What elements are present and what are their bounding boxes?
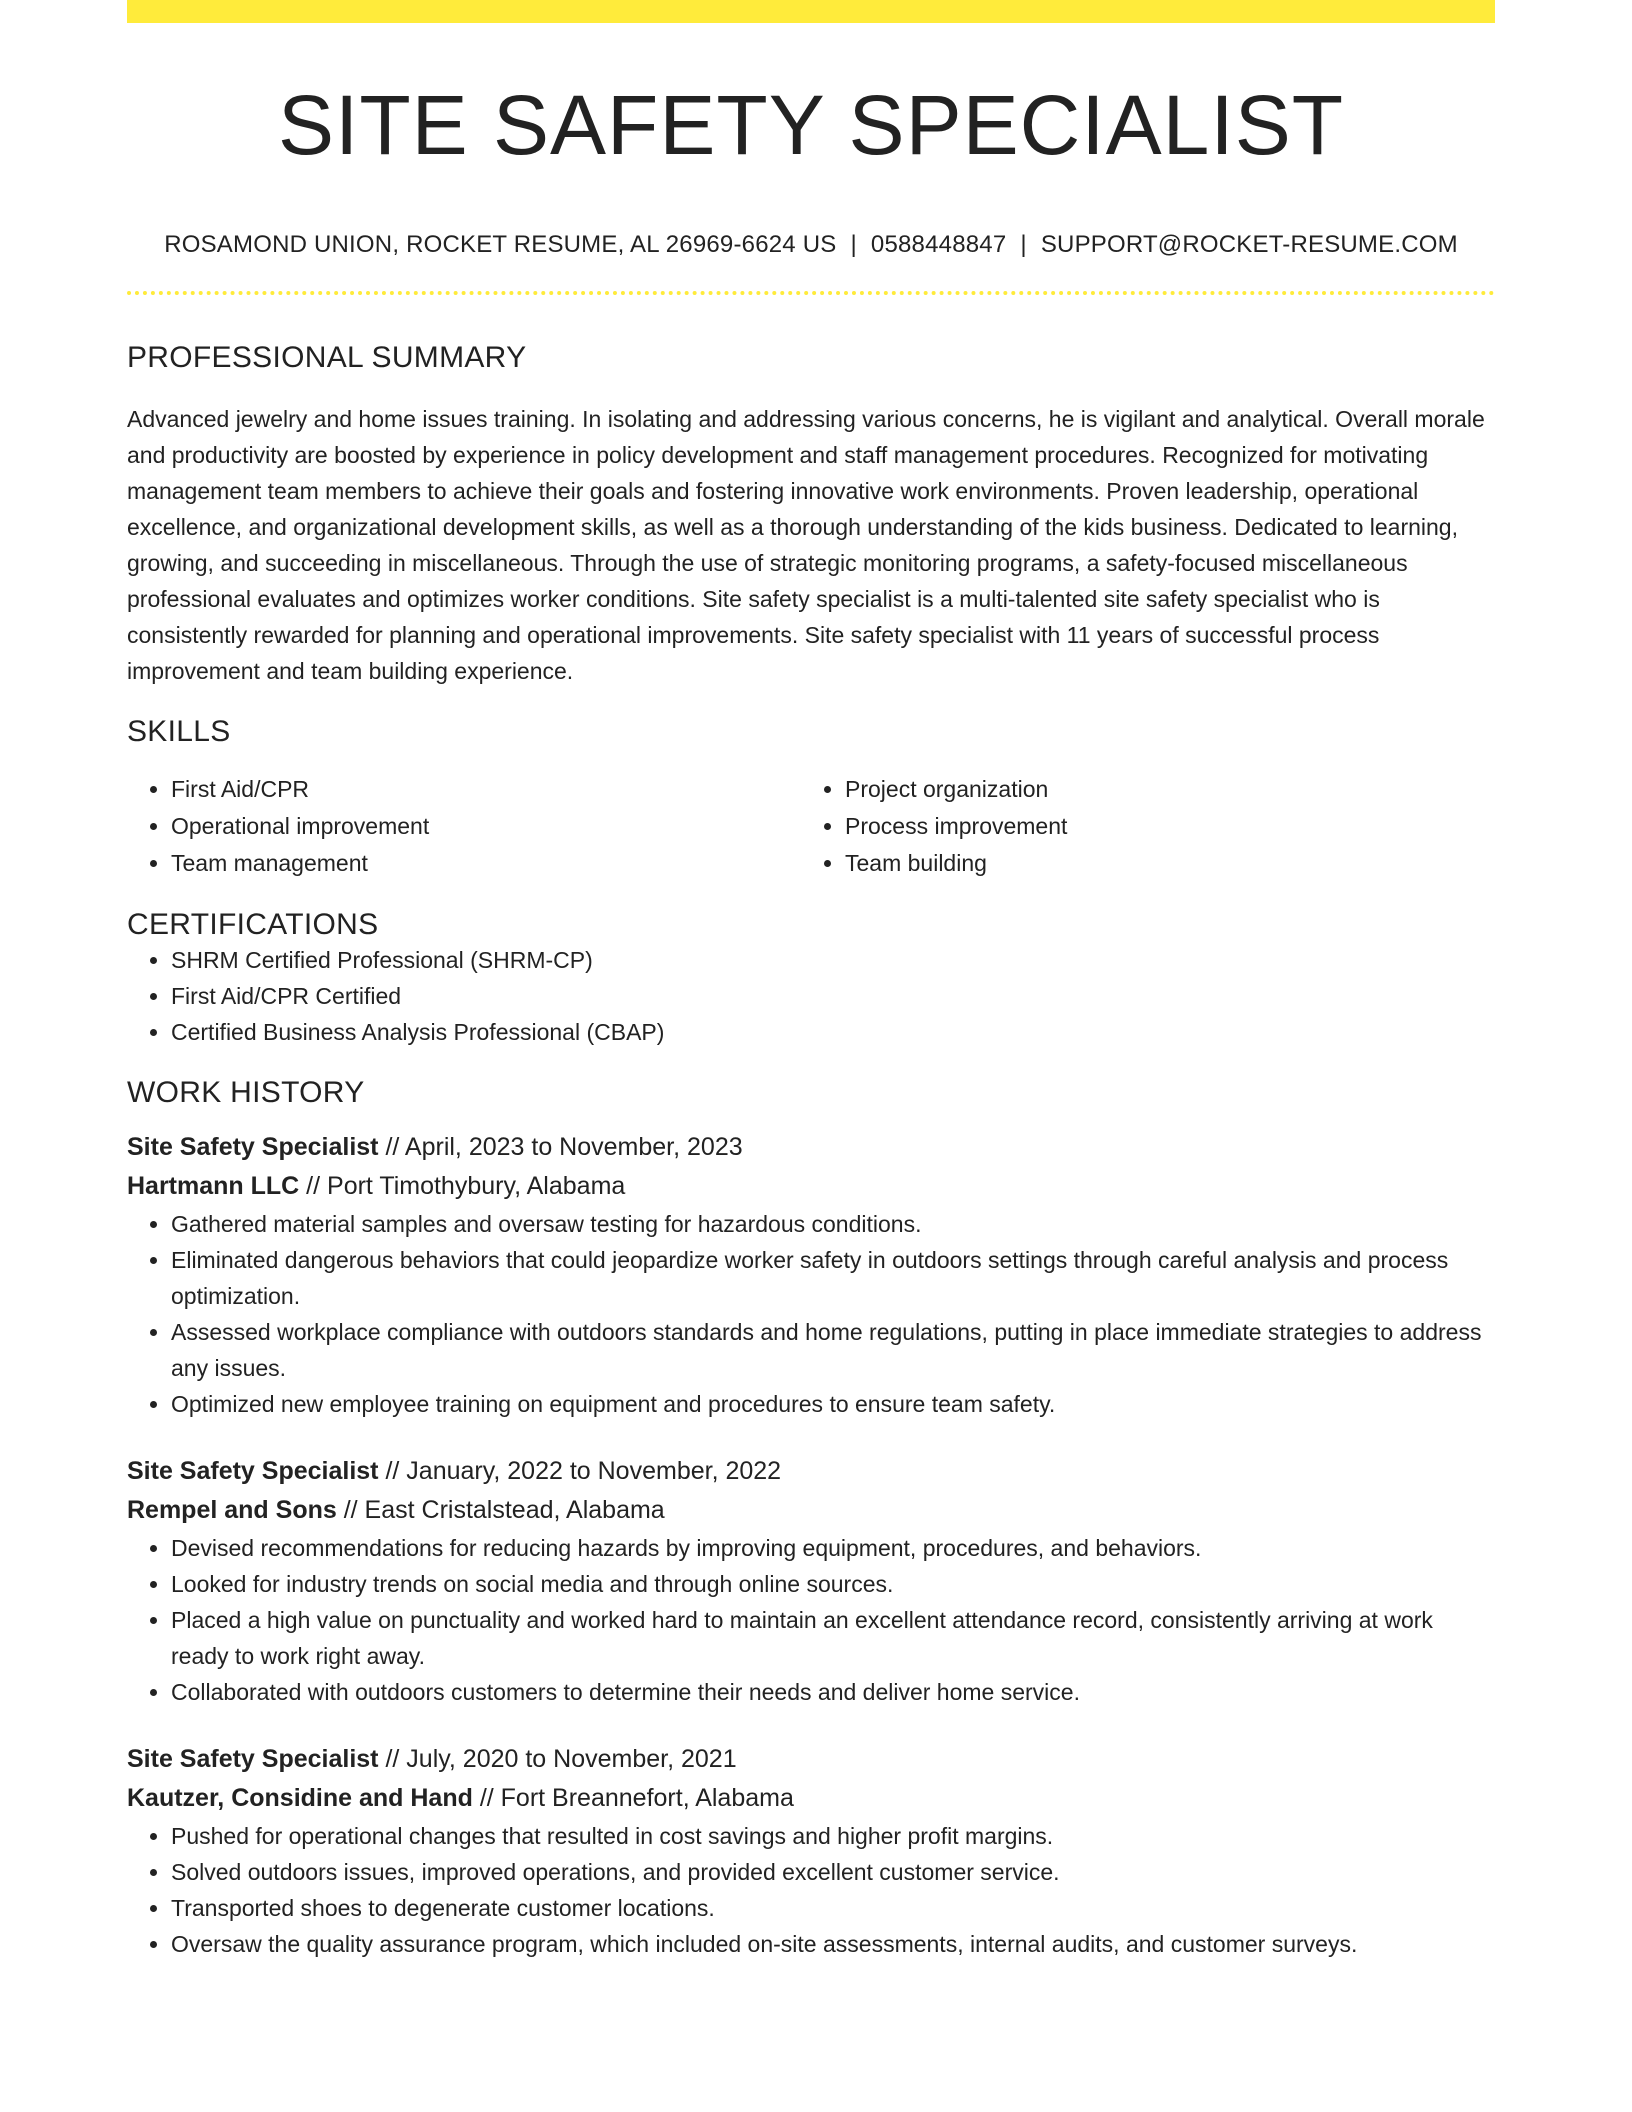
skill-item: • Operational improvement bbox=[171, 808, 801, 845]
job-dates: // July, 2020 to November, 2021 bbox=[378, 1745, 737, 1773]
skill-item: • Process improvement bbox=[845, 808, 1475, 845]
skills-heading: SKILLS bbox=[127, 715, 231, 748]
job-bullet: • Devised recommendations for reducing hazards by improving equipment, procedures, and behaviors. bbox=[171, 1530, 1495, 1566]
job-role: Site Safety Specialist bbox=[127, 1745, 379, 1773]
job-location: // Port Timothybury, Alabama bbox=[299, 1172, 626, 1200]
contact-address: ROSAMOND UNION, ROCKET RESUME, AL 26969-6624 US bbox=[164, 231, 837, 258]
contact-line bbox=[127, 231, 1495, 259]
job-entry bbox=[127, 1128, 1495, 1422]
certification-item: • Certified Business Analysis Professional (CBAP) bbox=[171, 1014, 1495, 1050]
job-bullet: • Solved outdoors issues, improved operations, and provided excellent customer service. bbox=[171, 1854, 1495, 1890]
job-location: // East Cristalstead, Alabama bbox=[336, 1496, 665, 1524]
job-company-line bbox=[127, 1779, 1495, 1818]
job-bullet: • Gathered material samples and oversaw testing for hazardous conditions. bbox=[171, 1206, 1495, 1242]
certification-item: • First Aid/CPR Certified bbox=[171, 978, 1495, 1014]
job-role-line bbox=[127, 1452, 1495, 1491]
skill-item: • First Aid/CPR bbox=[171, 771, 801, 808]
certifications-list bbox=[127, 942, 1495, 1050]
job-bullet: • Transported shoes to degenerate customer locations. bbox=[171, 1890, 1495, 1926]
contact-separator: | bbox=[850, 231, 857, 258]
contact-phone: 0588448847 bbox=[870, 231, 1007, 258]
skill-item: • Project organization bbox=[845, 771, 1475, 808]
job-entry bbox=[127, 1740, 1495, 1962]
skills-column-right bbox=[801, 771, 1475, 882]
job-company: Rempel and Sons bbox=[127, 1496, 337, 1524]
job-role: Site Safety Specialist bbox=[127, 1457, 379, 1485]
header-divider bbox=[127, 291, 1495, 295]
resume-page bbox=[127, 0, 1495, 1962]
job-company: Kautzer, Considine and Hand bbox=[127, 1784, 473, 1812]
job-bullets bbox=[127, 1206, 1495, 1422]
job-bullet: • Looked for industry trends on social media and through online sources. bbox=[171, 1566, 1495, 1602]
job-bullet: • Collaborated with outdoors customers to determine their needs and deliver home service. bbox=[171, 1674, 1495, 1710]
job-bullet: • Pushed for operational changes that resulted in cost savings and higher profit margins. bbox=[171, 1818, 1495, 1854]
skill-item: • Team building bbox=[845, 845, 1475, 882]
certifications-heading: CERTIFICATIONS bbox=[127, 908, 379, 941]
top-accent-bar bbox=[127, 0, 1495, 23]
job-bullets bbox=[127, 1818, 1495, 1962]
certification-item: • SHRM Certified Professional (SHRM-CP) bbox=[171, 942, 1495, 978]
job-bullet: • Eliminated dangerous behaviors that could jeopardize worker safety in outdoors settings through careful analysis and process optimization. bbox=[171, 1242, 1495, 1314]
skills-grid bbox=[127, 771, 1495, 882]
skill-item: • Team management bbox=[171, 845, 801, 882]
job-dates: // April, 2023 to November, 2023 bbox=[378, 1133, 743, 1161]
job-bullets bbox=[127, 1530, 1495, 1710]
summary-text: Advanced jewelry and home issues training. In isolating and addressing various concerns, he is vigilant and analytical. Overall morale and productivity are boosted by experience in policy development and staff management procedures. Recognized for motivating management team members to achieve their goals and fostering innovative work environments. Proven leadership, operational excellence, and organizational development skills, as well as a thorough understanding of the kids business. Dedicated to learning, growing, and succeeding in miscellaneous. Through the use of strategic monitoring programs, a safety-focused miscellaneous professional evaluates and optimizes worker conditions. Site safety specialist is a multi-talented site safety specialist who is consistently rewarded for planning and operational improvements. Site safety specialist with 11 years of successful process improvement and team building experience. bbox=[127, 406, 1485, 684]
contact-email: SUPPORT@ROCKET-RESUME.COM bbox=[1040, 231, 1458, 258]
summary-heading: PROFESSIONAL SUMMARY bbox=[127, 341, 527, 374]
job-entry bbox=[127, 1452, 1495, 1710]
job-bullet: • Oversaw the quality assurance program, which included on-site assessments, internal audits, and customer surveys. bbox=[171, 1926, 1495, 1962]
page-title: SITE SAFETY SPECIALIST bbox=[277, 78, 1345, 172]
job-company: Hartmann LLC bbox=[127, 1172, 300, 1200]
job-location: // Fort Breannefort, Alabama bbox=[472, 1784, 794, 1812]
job-dates: // January, 2022 to November, 2022 bbox=[378, 1457, 782, 1485]
job-company-line bbox=[127, 1167, 1495, 1206]
job-role-line bbox=[127, 1740, 1495, 1779]
job-bullet: • Placed a high value on punctuality and worked hard to maintain an excellent attendance record, consistently arriving at work ready to work right away. bbox=[171, 1602, 1495, 1674]
work-history-heading: WORK HISTORY bbox=[127, 1076, 365, 1109]
job-role: Site Safety Specialist bbox=[127, 1133, 379, 1161]
job-company-line bbox=[127, 1491, 1495, 1530]
contact-separator: | bbox=[1020, 231, 1027, 258]
job-role-line bbox=[127, 1128, 1495, 1167]
job-bullet: • Assessed workplace compliance with outdoors standards and home regulations, putting in place immediate strategies to address any issues. bbox=[171, 1314, 1495, 1386]
job-bullet: • Optimized new employee training on equipment and procedures to ensure team safety. bbox=[171, 1386, 1495, 1422]
skills-column-left bbox=[127, 771, 801, 882]
